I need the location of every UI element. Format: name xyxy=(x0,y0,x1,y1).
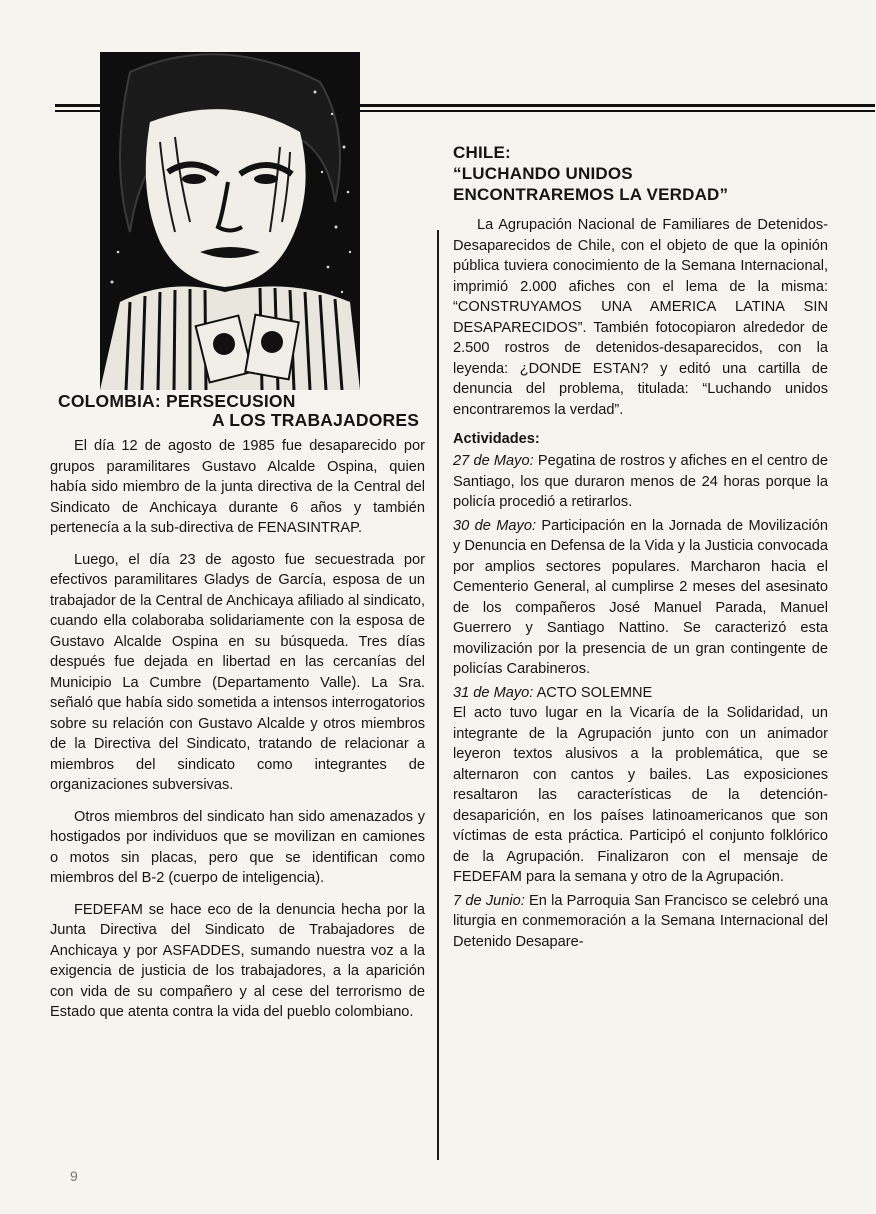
activity-date: 31 de Mayo: xyxy=(453,684,534,701)
paragraph: Otros miembros del sindicato han sido amenazados y hostigados por individuos que se movilizan en camiones o motos sin placas, pero que se identifican como miembros del B-2 (cuerpo de inteligencia). xyxy=(50,808,425,886)
paragraph: El día 12 de agosto de 1985 fue desaparecido por grupos paramilitares Gustavo Alcalde Ospina, quien había sido miembro de la junta directiva de la Central del Sindicato de Anchicaya durante 6 años y también pertenecía a la sub-directiva de FENASINTRAP. xyxy=(50,438,425,536)
activity-item: 30 de Mayo: Participación en la Jornada de Movilización y Denuncia en Defensa de la Vida y la Justicia convocada por amplios sectores populares. Marcharon hacia el Cementerio General, al cumplirse 2 meses del asesinato de los compañeros José Manuel Parada, Manuel Guerrero y Santiago Nattino. Se caracterizó esta movilización por la presencia de un gran contingente de policías Carabineros. xyxy=(453,517,828,677)
colombia-article-title: COLOMBIA: PERSECUSION A LOS TRABAJADORES xyxy=(58,391,420,430)
activity-item: El acto tuvo lugar en la Vicaría de la Solidaridad, un integrante de la Agrupación junto con un animador leyeron textos alusivos a la problemática, que se alternaron con cantos y bailes. Las exposiciones resaltaron las características de la detención-desaparición, en los países latinoamericanos que son víctimas de esta práctica. Participó el conjunto folklórico de la Agrupación. Finalizaron con el mensaje de FEDEFAM para la semana y otro de la Agrupación. xyxy=(453,705,828,885)
column-divider xyxy=(437,230,439,1160)
paragraph: FEDEFAM se hace eco de la denuncia hecha por la Junta Directiva del Sindicato de Trabajadores de Anchicaya y por ASFADDES, sumando nuestra voz a la exigencia de justicia de los trabajadores, a la aparición con vida de su compañero y al cese del terrorismo de Estado que atenta contra la vida del pueblo colombiano. xyxy=(50,901,425,1020)
right-column xyxy=(453,142,828,955)
activity-date: 30 de Mayo: xyxy=(453,517,536,534)
activity-date: 27 de Mayo: xyxy=(453,453,534,469)
activity-item: 7 de Junio: En la Parroquia San Francisco se celebró una liturgia en conmemoración a la Semana Internacional del Detenido Desapare- xyxy=(453,892,828,950)
page-number: 9 xyxy=(70,1168,78,1184)
activity-item: 31 de Mayo: ACTO SOLEMNE xyxy=(453,684,653,701)
woodcut-illustration xyxy=(100,52,360,390)
left-column xyxy=(50,392,425,1034)
activities-heading: Actividades: xyxy=(453,431,540,447)
paragraph: Luego, el día 23 de agosto fue secuestrada por efectivos paramilitares Gladys de García, esposa de un trabajador de la Central de Anchicaya afiliado al sindicato, cuando ella colaboraba solidariamente con la esposa de Gustavo Alcalde Ospina en su búsqueda. Tres días después fue dejada en libertad en las cercanías del Municipio La Cumbre (Departamento Valle). La Sra. señaló que había sido sometida a intensos interrogatorios sobre su relación con Gustavo Alcalde y otros miembros de la Directiva del Sindicato, tratando de relacionar a miembros del sindicato como integrantes de organizaciones subversivas. xyxy=(50,551,425,793)
paragraph: La Agrupación Nacional de Familiares de Detenidos-Desaparecidos de Chile, con el objeto de que la opinión pública tuviera conocimiento de la Semana Internacional, imprimió 2.000 afiches con el lema de la misma: “CONSTRUYAMOS UNA AMERICA LATINA SIN DESAPARECIDOS”. También fotocopiaron alrededor de 2.500 rostros de detenidos-desaparecidos, con la leyenda: ¿DONDE ESTAN? y editó una cartilla de denuncia del problema, titulada: “Luchando unidos encontraremos la verdad”. xyxy=(453,217,828,418)
activity-item: 27 de Mayo: Pegatina de rostros y afiches en el centro de Santiago, los que duraron menos de 24 horas porque la policía procedió a retirarlos. xyxy=(453,453,828,510)
chile-article-title: CHILE: “LUCHANDO UNIDOS ENCONTRAREMOS LA VERDAD” xyxy=(453,143,729,204)
activity-date: 7 de Junio: xyxy=(453,892,525,909)
